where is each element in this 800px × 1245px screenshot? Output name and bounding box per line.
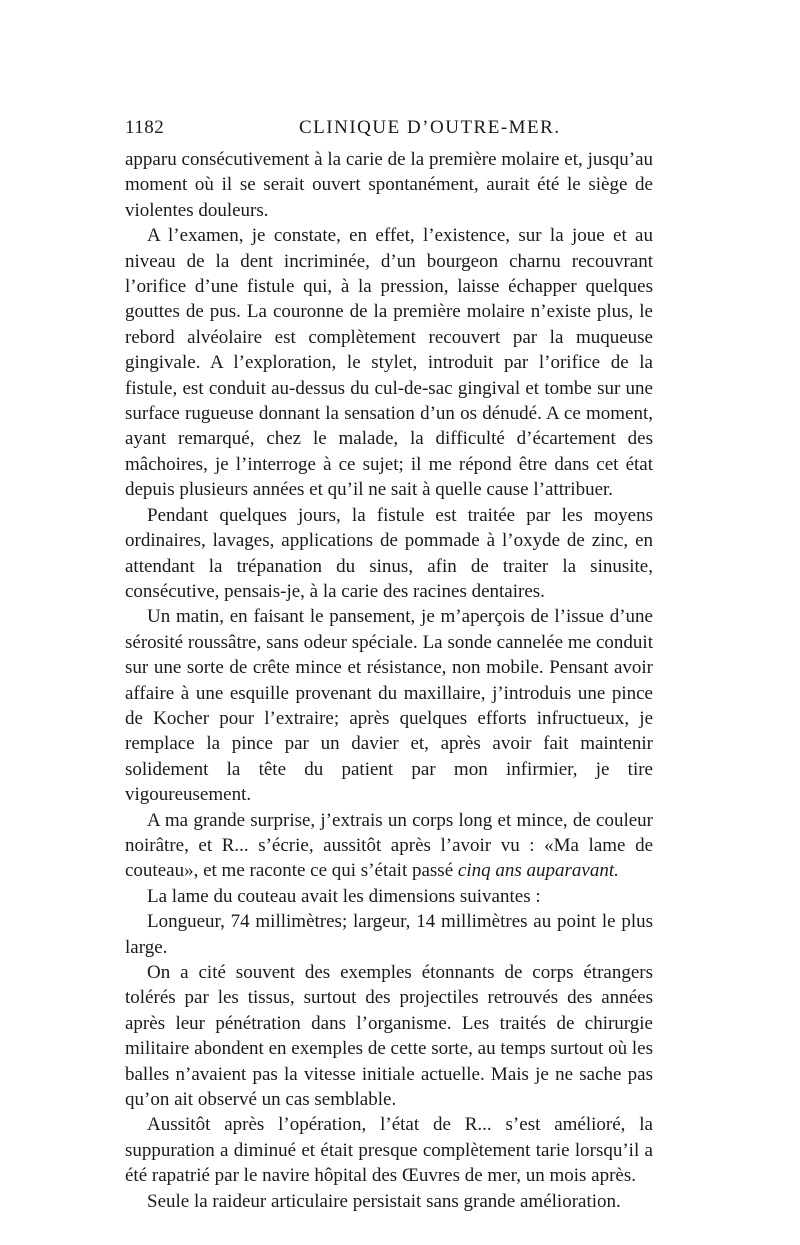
paragraph: La lame du couteau avait les dimensions suivantes : (147, 885, 541, 907)
paragraph: Un matin, en faisant le pansement, je m’aperçois de l’issue d’une sérosité roussâtre, sans odeur spéciale. La sonde cannelée me conduit sur une sorte de crête mince et résistance, non mobile. Pensant avoir affaire à une esquille provenant du maxillaire, j’introduis une pince de Kocher pour l’extraire; après quelques efforts infructueux, je remplace la pince par un davier et, après avoir fait maintenir solidement la tête du patient par mon infirmier, je tire vigoureusement. (125, 606, 653, 806)
paragraph: Longueur, 74 millimètres; largeur, 14 millimètres au point le plus large. (125, 911, 653, 958)
paragraph: A l’examen, je constate, en effet, l’existence, sur la joue et au niveau de la dent incriminée, d’un bourgeon charnu recouvrant l’orifice d’une fistule qui, à la pression, laisse échapper quelques gouttes de pus. La couronne de la première molaire n’existe plus, le rebord alvéolaire est complètement recouvert par la muqueuse gingivale. A l’exploration, le stylet, introduit par l’orifice de la fistule, est conduit au-dessus du cul-de-sac gingival et tombe sur une surface rugueuse donnant la sensation d’un os dénudé. A ce moment, ayant remarqué, chez le malade, la difficulté d’écartement des mâchoires, je l’interroge à ce sujet; il me répond être dans cet état depuis plusieurs années et qu’il ne sait à quelle cause l’attribuer. (125, 225, 653, 501)
italic-phrase: cinq ans auparavant. (457, 860, 619, 882)
paragraph: apparu consécutivement à la carie de la première molaire et, jusqu’au moment où il se serait ouvert spontanément, aurait été le siège de violentes douleurs. (125, 149, 653, 221)
paragraph: Pendant quelques jours, la fistule est traitée par les moyens ordinaires, lavages, applications de pommade à l’oxyde de zinc, en attendant la trépanation du sinus, afin de traiter la sinusite, consécutive, pensais-je, à la carie des racines dentaires. (125, 504, 653, 602)
paragraph: On a cité souvent des exemples étonnants de corps étrangers tolérés par les tissus, surtout des projectiles retrouvés des années après leur pénétration dans l’organisme. Les traités de chirurgie militaire abondent en exemples de cette sorte, au temps surtout où les balles n’avaient pas la vitesse initiale actuelle. Mais je ne sache pas qu’on ait observé un cas semblable. (125, 962, 653, 1111)
page-number: 1182 (125, 117, 165, 138)
body-text (125, 147, 653, 1214)
page-header (125, 117, 653, 147)
paragraph: Aussitôt après l’opération, l’état de R... s’est amélioré, la suppuration a diminué et était presque complètement tarie lorsqu’il a été rapatrié par le navire hôpital des Œuvres de mer, un mois après. (125, 1114, 653, 1187)
paragraph-surprise (125, 808, 653, 884)
paragraph: Seule la raideur articulaire persistait sans grande amélioration. (147, 1190, 621, 1212)
paragraph-text: A ma grande surprise, j’extrais un corps long et mince, de couleur noirâtre, et R... s’écrie, aussitôt après l’avoir vu : «Ma lame de couteau», et me raconte ce qui s’était passé (125, 809, 653, 882)
running-title: CLINIQUE D’OUTRE-MER. (299, 117, 561, 138)
